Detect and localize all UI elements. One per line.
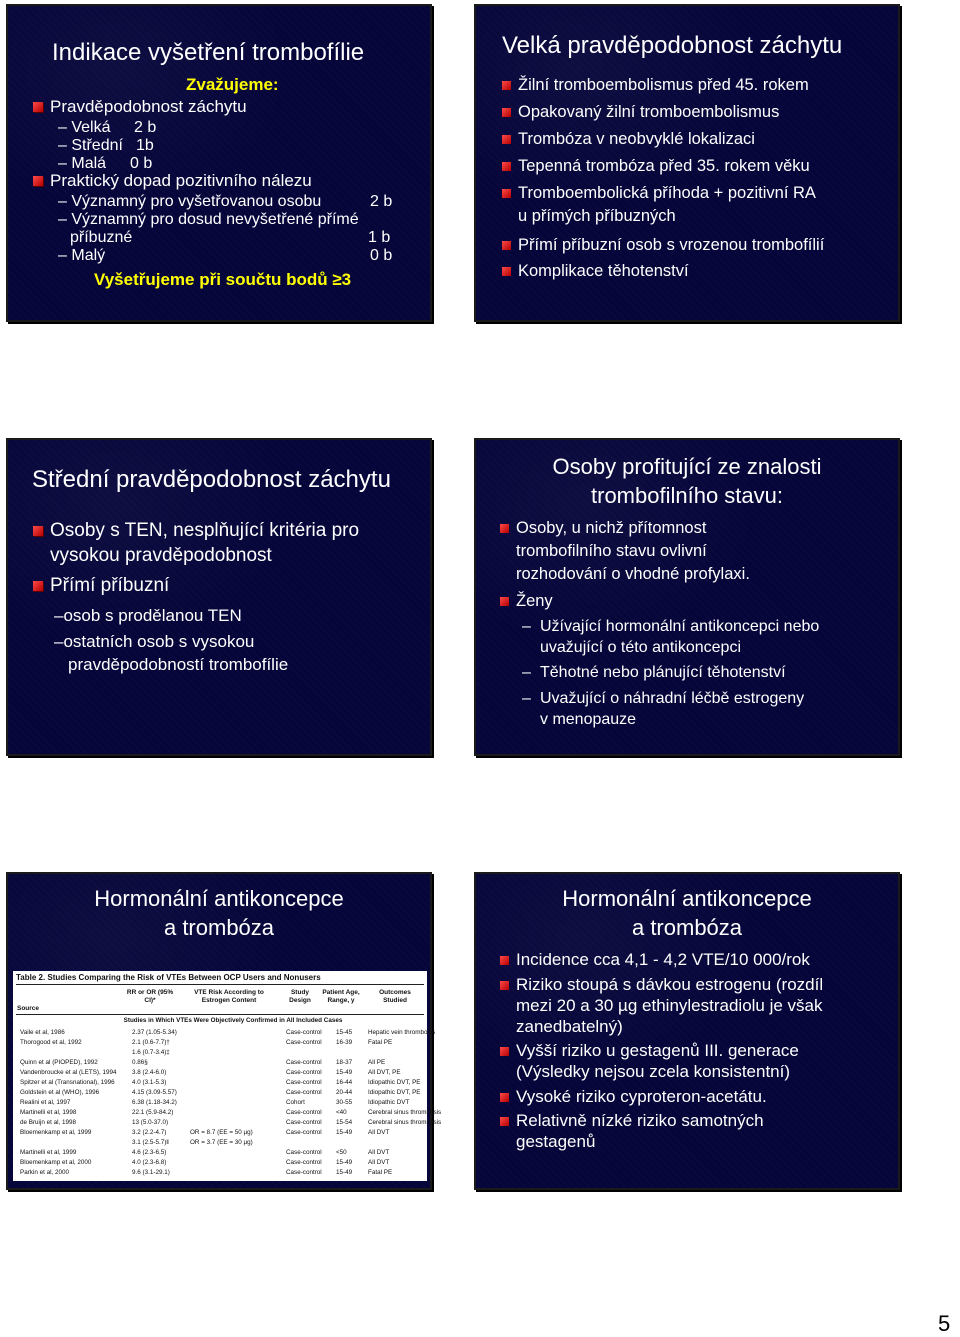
table-header: RR or OR (95% CI)* [126,989,174,1004]
table-cell: 30-55 [336,1099,353,1106]
table-cell: 16-44 [336,1079,353,1086]
pts-significant-relatives: 1 b [368,229,391,246]
slide-title-line1: Hormonální antikoncepce [562,886,812,911]
list-item: Tepenná trombóza před 35. rokem věku [518,155,810,177]
bullet-gestagens: Vyšší riziko u gestagenů III. generace [516,1040,799,1062]
table-cell: Idiopathic DVT, PE [368,1079,421,1086]
conclusion: Vyšetřujeme při součtu bodů ≥3 [94,270,352,289]
pts-small: 0 b [370,247,393,264]
slide-title-line2: trombofilního stavu: [591,483,783,508]
bullet-square-icon [500,1093,509,1102]
table-cell: Parkin et al, 2000 [20,1169,70,1176]
table-cell: Thorogood et al, 1992 [20,1039,82,1046]
bullet-square-icon [500,1047,509,1056]
slide-title-line1: Hormonální antikoncepce [94,886,344,911]
table-cell: Cohort [286,1099,305,1106]
sub-pregnant: – Těhotné nebo plánující těhotenství [522,664,786,681]
table-cell: Goldstein et al (WHO), 1996 [20,1089,100,1096]
bullet-square-icon [33,581,43,591]
table-cell: 15-49 [336,1159,353,1166]
table-cell: 4.0 (2.3-6.8) [132,1159,167,1166]
bullet-square-icon [33,102,43,112]
sub-contraception-cont: uvažující o této antikoncepci [540,639,742,656]
table-header: VTE Risk According to Estrogen Content [194,989,264,1004]
table-cell: Vandenbroucke et al (LETS), 1994 [20,1069,117,1076]
table-cell: 4.15 (3.09-5.57) [132,1089,177,1096]
table-cell: Case-control [286,1109,322,1116]
slide-hormonalni-tabulka [6,872,442,1190]
table-cell: <50 [336,1149,347,1156]
slide-stredni-pravdepodobnost [6,438,432,756]
bullet-square-icon [502,267,511,276]
table-cell: Hepatic vein thrombosis [368,1029,436,1036]
slide-title: Indikace vyšetření trombofílie [52,39,365,66]
table-cell: de Bruijn et al, 1998 [20,1119,77,1126]
table-cell: <40 [336,1109,347,1116]
table-cell: 15-49 [336,1169,353,1176]
table-cell: 2.37 (1.05-5.34) [132,1029,177,1036]
sub-hrt: – Uvažující o náhradní léčbě estrogeny [522,690,805,707]
table-cell: 9.6 (3.1-29.1) [132,1169,170,1176]
table-cell: Vaile et al, 1986 [20,1029,65,1036]
bullet-square-icon [502,189,511,198]
list-item: Tromboembolická příhoda + pozitivní RA [518,182,816,204]
slide-osoby-profitujici [474,438,900,756]
sub-stredni: – Střední [58,137,123,154]
bullet-women: Ženy [516,590,553,612]
bullet-square-icon [500,956,509,965]
table-cell: 4.0 (3.1-5.3) [132,1079,167,1086]
table-cell: Quinn et al (PIOPED), 1992 [20,1059,98,1066]
list-item: Opakovaný žilní tromboembolismus [518,101,779,123]
bullet-persons-cont2: rozhodování o vhodné profylaxi. [516,565,750,583]
sub-significant-relatives: – Významný pro dosud nevyšetřené přímé [58,211,359,228]
table-cell: Spitzer et al (Transnational), 1996 [20,1079,115,1086]
list-item: Žilní tromboembolismus před 45. rokem [518,74,809,96]
list-item: Komplikace těhotenství [518,260,689,282]
bullet-practical-impact: Praktický dopad pozitivního nálezu [50,170,312,192]
list-item: Trombóza v neobvyklé lokalizaci [518,128,755,150]
table-cell: 0.86§ [132,1059,148,1066]
bullet-probability: Pravděpodobnost záchytu [50,96,247,118]
table-cell: All DVT [368,1159,390,1166]
bullet-square-icon [502,81,511,90]
bullet-square-icon [500,981,509,990]
table-cell: 3.8 (2.4-6.0) [132,1069,167,1076]
table-cell: 16-39 [336,1039,353,1046]
table-cell: 15-45 [336,1029,353,1036]
table-cell: 2.1 (0.6-7.7)† [132,1039,170,1046]
table-cell: Case-control [286,1059,322,1066]
slide-indikace [6,4,432,322]
bullet-square-icon [500,524,509,533]
table-cell: OR = 8.7 (EE = 50 µg) [190,1129,253,1136]
sub-velka: – Velká [58,119,111,136]
pts-stredni: 1b [136,137,154,154]
bullet-dose-cont1: mezi 20 a 30 µg ethinylestradiolu je však [516,996,823,1015]
table-cell: Cerebral sinus thrombosis [368,1109,442,1116]
bullet-dose: Riziko stoupá s dávkou estrogenu (rozdíl [516,974,823,996]
table-caption: Table 2. Studies Comparing the Risk of VTEs Between OCP Users and Nonusers [16,973,321,982]
list-item: Přímí příbuzní osob s vrozenou trombofílií [518,234,824,256]
table-cell: Idiopathic DVT, PE [368,1089,421,1096]
bullet-ten: Osoby s TEN, nesplňující kritéria pro [50,518,359,544]
bullet-square-icon [33,176,43,186]
bullet-dose-cont2: zanedbatelný) [516,1017,623,1036]
table-cell: OR = 3.7 (EE = 30 µg) [190,1139,253,1146]
slide-title-line2: a trombóza [163,915,275,940]
table-cell: 4.6 (2.3-6.5) [132,1149,167,1156]
pts-mala: 0 b [130,155,153,172]
table-section: Studies in Which VTEs Were Objectively Confirmed in All Included Cases [123,1017,343,1024]
slide-title-line1: Osoby profitující ze znalosti [552,454,822,479]
table-cell: 3.1 (2.5-5.7)‖ [132,1139,169,1146]
table-cell: 20-44 [336,1089,353,1096]
page-number: 5 [938,1311,951,1336]
sub-significant-self: – Významný pro vyšetřovanou osobu [58,193,322,210]
table-cell: Case-control [286,1119,322,1126]
bullet-persons-cont1: trombofilního stavu ovlivní [516,542,707,560]
table-cell: Bloemenkamp et al, 1999 [20,1129,92,1136]
table-cell: Case-control [286,1169,322,1176]
table-cell: 3.2 (2.2-4.7) [132,1129,167,1136]
table-cell: 15-54 [336,1119,353,1126]
table-cell: 13 (5.0-37.0) [132,1119,169,1126]
table-cell: All DVT [368,1149,390,1156]
table-cell: 1.6 (0.7-3.4)‡ [132,1049,170,1056]
bullet-gestagens-cont: (Výsledky nejsou zcela konsistentní) [516,1062,791,1081]
table-cell: Fatal PE [368,1039,393,1046]
bullet-square-icon [502,241,511,250]
sub-high-probability-cont: pravděpodobností trombofílie [68,655,289,674]
list-item-cont: u přímých příbuzných [518,207,676,225]
table-cell: All DVT, PE [368,1069,401,1076]
table-cell: Case-control [286,1039,322,1046]
bullet-square-icon [502,108,511,117]
bullet-low-risk: Relativně nízké riziko samotných [516,1110,764,1132]
table-rule [16,984,424,985]
table-cell: 6.38 (1.18-34.2) [132,1099,177,1106]
slide-title-line2: a trombóza [631,915,743,940]
table-cell: Case-control [286,1159,322,1166]
table-row [16,1167,424,1178]
table-cell: Case-control [286,1149,322,1156]
studies-table-image [13,971,442,1181]
table-cell: All DVT [368,1129,390,1136]
table-cell: Case-control [286,1029,322,1036]
slide-velka-pravdepodobnost [474,4,900,322]
table-cell: Idiopathic DVT [368,1099,410,1106]
sub-high-probability: –ostatních osob s vysokou [54,632,255,651]
table-cell: Martinelli et al, 1998 [20,1109,77,1116]
bullet-square-icon [502,162,511,171]
table-cell: 15-49 [336,1069,353,1076]
table-header: Outcomes Studied [379,989,411,1004]
bullet-square-icon [502,135,511,144]
sub-ten-history: –osob s prodělanou TEN [54,606,242,625]
bullet-ten-cont: vysokou pravděpodobnost [50,545,272,566]
sub-mala: – Malá [58,155,107,172]
sub-hrt-cont: v menopauze [540,711,637,728]
table-cell: Martinelli et al, 1999 [20,1149,77,1156]
table-cell: Cerebral sinus thrombosis [368,1119,442,1126]
table-rule [16,1014,424,1015]
sub-significant-relatives-cont: příbuzné [70,229,133,246]
table-header: Source [17,1005,40,1012]
bullet-square-icon [500,597,509,606]
table-cell: Case-control [286,1069,322,1076]
bullet-square-icon [500,1117,509,1126]
table-cell: All PE [368,1059,386,1066]
slide-title: Střední pravděpodobnost záchytu [32,466,391,493]
pts-significant-self: 2 b [370,193,393,210]
table-header: Patient Age, Range, y [322,989,360,1004]
bullet-incidence: Incidence cca 4,1 - 4,2 VTE/10 000/rok [516,949,810,971]
table-cell: Realini et al, 1997 [20,1099,71,1106]
table-cell: Case-control [286,1079,322,1086]
bullet-square-icon [33,526,43,536]
pts-velka: 2 b [134,119,157,136]
table-cell: Case-control [286,1129,322,1136]
sub-small: – Malý [58,247,106,264]
table-cell: Bloemenkamp et al, 2000 [20,1159,92,1166]
consider-heading: Zvažujeme: [186,75,279,94]
bullet-persons: Osoby, u nichž přítomnost [516,517,706,539]
table-cell: Case-control [286,1089,322,1096]
table-header: Study Design [289,989,311,1004]
bullet-relatives: Přímí příbuzní [50,573,169,599]
table-cell: Fatal PE [368,1169,393,1176]
slide-hormonalni-text [474,872,900,1190]
bullet-low-risk-cont: gestagenů [516,1132,596,1151]
sub-contraception: – Užívající hormonální antikoncepci nebo [522,618,820,635]
bullet-cyproterone: Vysoké riziko cyproteron-acetátu. [516,1086,767,1108]
table-cell: 22.1 (5.9-84.2) [132,1109,174,1116]
table-cell: 15-49 [336,1129,353,1136]
slide-title: Velká pravděpodobnost záchytu [502,32,843,59]
table-cell: 18-37 [336,1059,353,1066]
